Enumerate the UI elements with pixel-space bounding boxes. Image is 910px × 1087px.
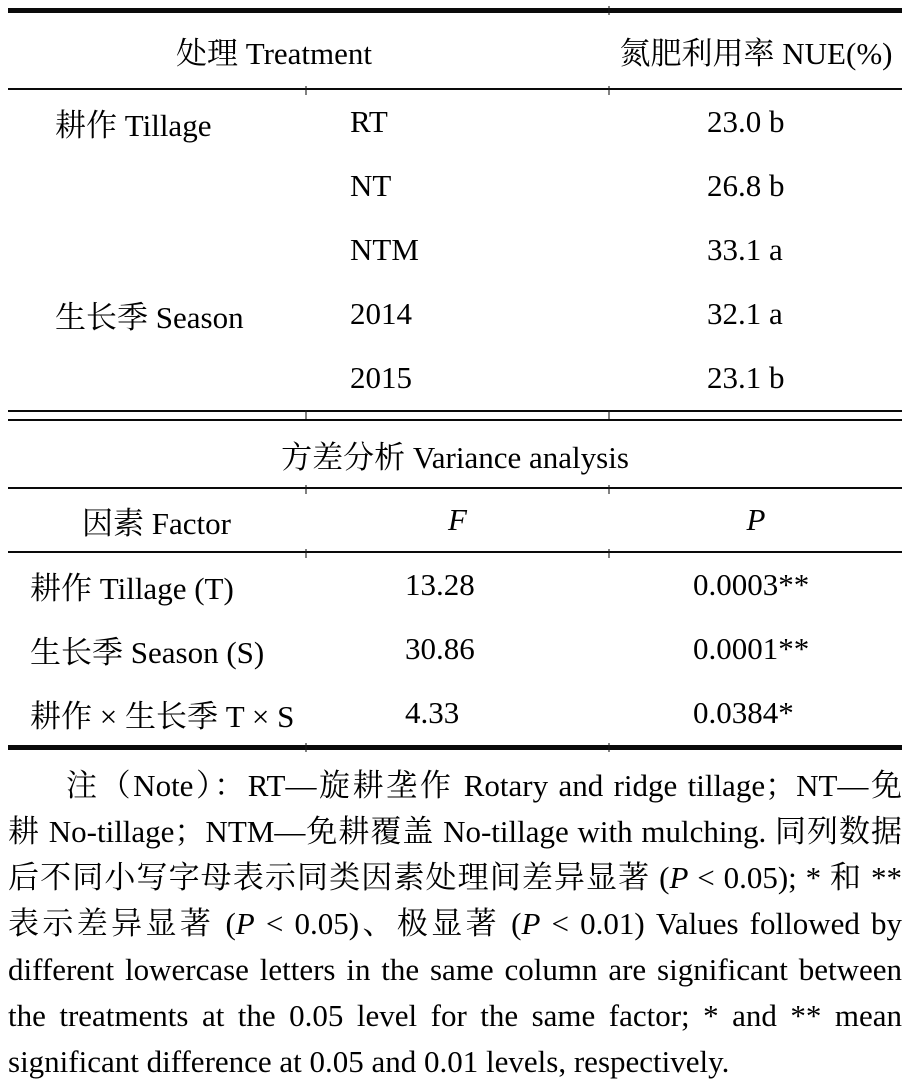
table-row [8,282,902,346]
f-value: 13.28 [405,567,475,602]
treatment-level: RT [350,104,388,139]
column-boundary-tick [608,410,610,419]
col-header-nue: 氮肥利用率 NUE(%) [619,36,893,71]
footnote-line: the treatments at the 0.05 level for the same factor; * and ** mean [8,998,902,1033]
footnote-line: 注（Note）：RT—旋耕垄作 Rotary and ridge tillage；NT—免 [66,768,902,803]
treatment-level: NT [350,168,392,203]
treatment-level: NTM [350,232,419,267]
column-boundary-tick [305,86,307,95]
nue-value: 23.0 b [707,104,785,139]
p-value: 0.0001** [693,631,810,666]
table-row [8,90,902,154]
treatment-level: 2014 [350,296,412,331]
column-boundary-tick [608,549,610,558]
p-value: 0.0384* [693,695,794,730]
table-row [8,681,902,745]
col-header-f-statistic: F [448,502,467,537]
treatment-level: 2015 [350,360,412,395]
nue-value: 26.8 b [707,168,785,203]
rule-bottom [8,745,902,750]
table-row [8,553,902,617]
table-row [8,154,902,218]
table-container [8,8,902,1085]
factor-label: 耕作 Tillage (T) [30,570,234,606]
column-boundary-tick [608,485,610,494]
table-footnote [8,763,902,1085]
footnote-line: 耕 No-tillage；NTM—免耕覆盖 No-tillage with mulching. 同列数据 [8,814,902,849]
footnote-line: different lowercase letters in the same column are significant between [8,952,902,987]
column-boundary-tick [305,549,307,558]
footnote-line: 表示差异显著 (P < 0.05)、极显著 (P < 0.01) Values followed by [8,906,902,941]
column-boundary-tick [608,86,610,95]
col-header-treatment: 处理 Treatment [175,36,373,71]
column-boundary-tick [608,743,610,752]
p-value: 0.0003** [693,567,810,602]
table-row [8,346,902,410]
column-boundary-tick [305,743,307,752]
column-boundary-tick [305,410,307,419]
rule-under-header1 [8,88,902,90]
factor-label: 耕作 × 生长季 T × S [30,698,295,734]
f-value: 30.86 [405,631,475,666]
nue-value: 23.1 b [707,360,785,395]
variance-section-title: 方差分析 Variance analysis [281,439,629,475]
rule-top [8,8,902,13]
factor-label: 生长季 Season (S) [30,634,265,670]
footnote-line: 后不同小写字母表示同类因素处理间差异显著 (P < 0.05); * 和 ** [8,860,902,895]
footnote-line: significant difference at 0.05 and 0.01 levels, respectively. [8,1044,730,1079]
group-label: 生长季 Season [55,299,244,335]
f-value: 4.33 [405,695,460,730]
table-row [8,617,902,681]
rule-double [8,410,902,421]
rule-under-variance-title [8,487,902,489]
col-header-p-value: P [746,502,766,537]
nue-value: 33.1 a [707,232,783,267]
col-header-factor: 因素 Factor [82,505,231,541]
column-boundary-tick [608,6,610,15]
table1-header-row [8,13,902,88]
column-boundary-tick [305,485,307,494]
rule-under-variance-header [8,551,902,553]
variance-header-row [8,489,902,551]
nue-value: 32.1 a [707,296,783,331]
table-row [8,218,902,282]
group-label: 耕作 Tillage [55,107,212,143]
